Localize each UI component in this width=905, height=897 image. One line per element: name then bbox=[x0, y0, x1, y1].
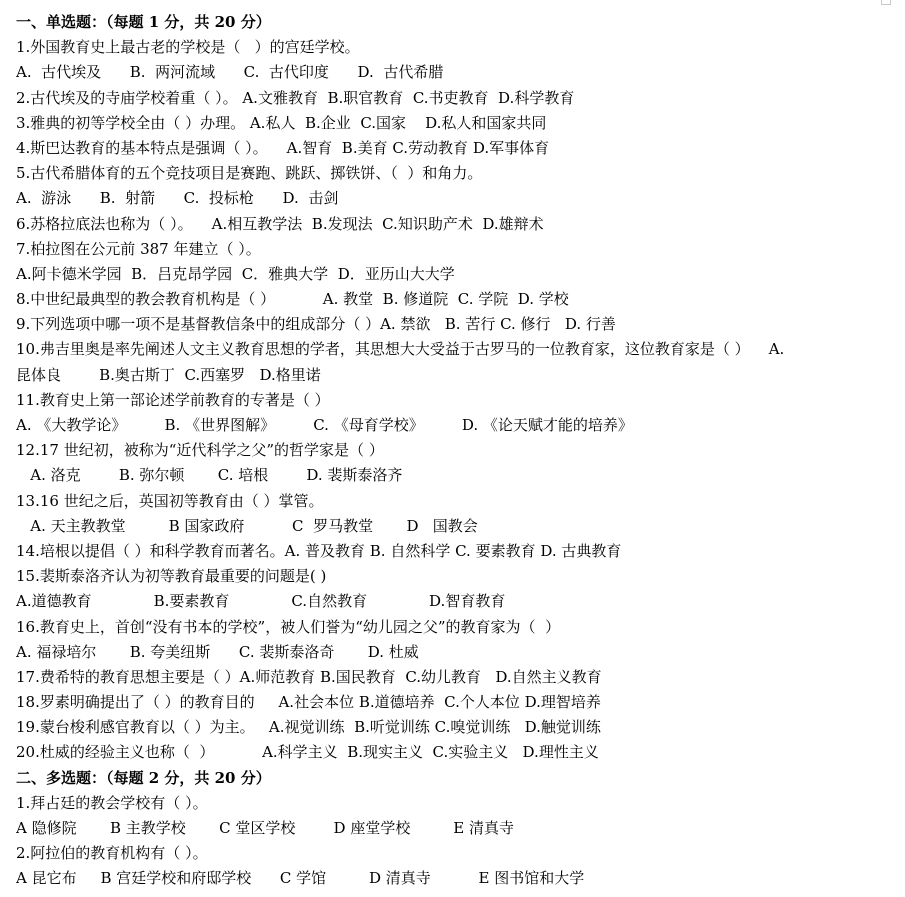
question-line: 13.16 世纪之后，英国初等教育由（ ）掌管。 bbox=[16, 491, 324, 510]
options-line: A. 《大教学论》 B. 《世界图解》 C. 《母育学校》 D. 《论天赋才能的培养》 bbox=[16, 416, 633, 434]
question-line: 5.古代希腊体育的五个竞技项目是赛跑、跳跃、掷铁饼、（ ）和角力。 bbox=[16, 164, 483, 183]
question-line: 15.裴斯泰洛齐认为初等教育最重要的问题是( ) bbox=[16, 567, 327, 586]
question-line: 10.弗吉里奥是率先阐述人文主义教育思想的学者，其思想大大受益于古罗马的一位教育家，这位教育家是（ ） A. bbox=[16, 340, 785, 359]
question-line: 9.下列选项中哪一项不是基督教信条中的组成部分（ ）A. 禁欲 B. 苦行 C. 修行 D. 行善 bbox=[16, 315, 616, 334]
question-line: 20.杜威的经验主义也称（ ） A.科学主义 B.现实主义 C.实验主义 D.理性主义 bbox=[16, 743, 599, 762]
options-line: A. 游泳 B. 射箭 C. 投标枪 D. 击剑 bbox=[16, 189, 339, 208]
question-line: 6.苏格拉底法也称为（ ）。 A.相互教学法 B.发现法 C.知识助产术 D.雄辩术 bbox=[16, 214, 544, 233]
question-line: 1.拜占廷的教会学校有（ ）。 bbox=[16, 793, 208, 812]
options-line: A. 洛克 B. 弥尔顿 C. 培根 D. 裴斯泰洛齐 bbox=[16, 466, 403, 485]
question-line: 3.雅典的初等学校全由（ ）办理。 A.私人 B.企业 C.国家 D.私人和国家共同 bbox=[16, 113, 547, 132]
question-line: 4.斯巴达教育的基本特点是强调（ ）。 A.智育 B.美育 C.劳动教育 D.军事体育 bbox=[16, 138, 550, 157]
question-line: 2.阿拉伯的教育机构有（ ）。 bbox=[16, 844, 208, 863]
question-line: 17.费希特的教育思想主要是（ ）A.师范教育 B.国民教育 C.幼儿教育 D.自然主义教育 bbox=[16, 667, 602, 686]
question-line: 2.古代埃及的寺庙学校着重（ ）。 A.文雅教育 B.职官教育 C.书吏教育 D.科学教育 bbox=[16, 88, 575, 107]
options-line: A 隐修院 B 主教学校 C 堂区学校 D 座堂学校 E 清真寺 bbox=[16, 819, 514, 837]
options-line: 昆体良 B.奥古斯丁 C.西塞罗 D.格里诺 bbox=[16, 365, 321, 384]
question-line: 11.教育史上第一部论述学前教育的专著是（ ） bbox=[16, 390, 330, 409]
section-title-multiple-choice: 二、多选题：（每题 2 分，共 20 分） bbox=[16, 768, 271, 787]
question-line: 1.外国教育史上最古老的学校是（ ）的宫廷学校。 bbox=[16, 38, 360, 57]
question-line: 16.教育史上，首创“没有书本的学校”，被人们誉为“幼儿园之父”的教育家为（ ） bbox=[16, 617, 561, 636]
page-corner-mark bbox=[881, 0, 891, 5]
options-line: A. 古代埃及 B. 两河流域 C. 古代印度 D. 古代希腊 bbox=[16, 63, 444, 82]
options-line: A.道德教育 B.要素教育 C.自然教育 D.智育教育 bbox=[16, 592, 506, 611]
options-line: A. 天主教教堂 B 国家政府 C 罗马教堂 D 国教会 bbox=[16, 516, 478, 535]
question-line: 14.培根以提倡（ ）和科学教育而著名。A. 普及教育 B. 自然科学 C. 要素教育 D. 古典教育 bbox=[16, 541, 622, 560]
question-line: 7.柏拉图在公元前 387 年建立（ ）。 bbox=[16, 239, 261, 258]
question-line: 12.17 世纪初，被称为“近代科学之父”的哲学家是（ ） bbox=[16, 441, 384, 460]
question-line: 19.蒙台梭利感官教育以（ ）为主。 A.视觉训练 B.听觉训练 C.嗅觉训练 D.触觉训练 bbox=[16, 718, 601, 737]
section-title-single-choice: 一、单选题：（每题 1 分，共 20 分） bbox=[16, 13, 271, 31]
exam-document bbox=[16, 10, 896, 892]
options-line: A. 福禄培尔 B. 夸美纽斯 C. 裴斯泰洛奇 D. 杜威 bbox=[16, 642, 419, 661]
question-line: 18.罗素明确提出了（ ）的教育目的 A.社会本位 B.道德培养 C.个人本位 D.理智培养 bbox=[16, 693, 601, 712]
options-line: A.阿卡德米学园 B．吕克昂学园 C．雅典大学 D．亚历山大大学 bbox=[16, 264, 455, 283]
options-line: A 昆它布 B 宫廷学校和府邸学校 C 学馆 D 清真寺 E 图书馆和大学 bbox=[16, 869, 585, 888]
question-line: 8.中世纪最典型的教会教育机构是（ ） A. 教堂 B. 修道院 C. 学院 D. 学校 bbox=[16, 290, 569, 309]
